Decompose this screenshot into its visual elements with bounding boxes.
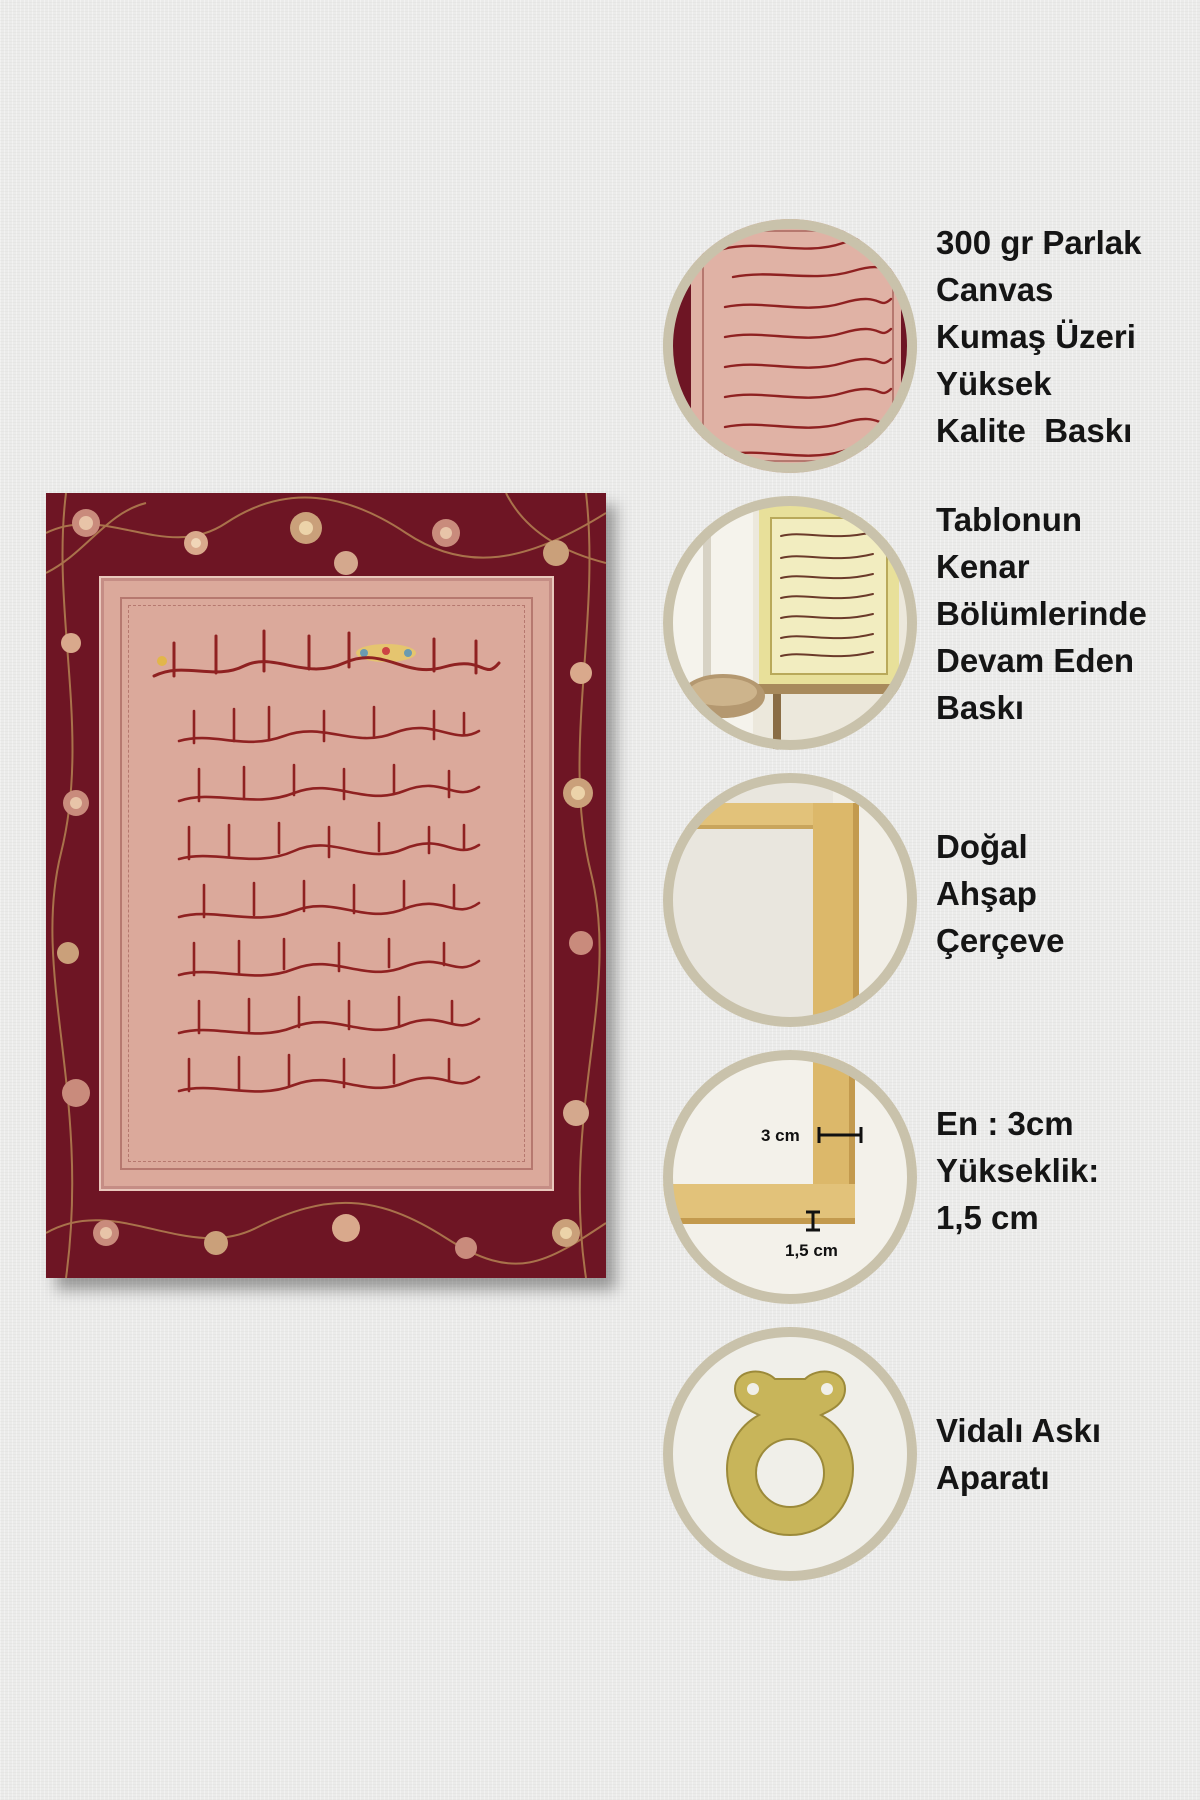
feature-text-edge-print — [936, 496, 1147, 731]
feature-wooden-frame — [663, 773, 1183, 1027]
calligraphy-canvas-print — [46, 493, 606, 1278]
feature-line: Kumaş Üzeri — [936, 318, 1136, 355]
feature-text-canvas-print — [936, 219, 1141, 454]
feature-line: Aparatı — [936, 1459, 1050, 1496]
gold-ornament-icon — [157, 644, 416, 666]
feature-line: En : 3cm — [936, 1105, 1074, 1142]
feature-line: 300 gr Parlak — [936, 224, 1142, 261]
feature-canvas-print — [663, 219, 1183, 473]
feature-dimensions — [663, 1050, 1183, 1304]
arabic-calligraphy-artwork — [104, 581, 549, 1186]
feature-hanger — [663, 1327, 1183, 1581]
feature-line: Ahşap — [936, 875, 1037, 912]
canvas-print-closeup-icon — [663, 219, 917, 473]
frame-dimensions-photo-icon — [663, 1050, 917, 1304]
feature-line: Tablonun — [936, 501, 1083, 538]
height-dimension-label: 1,5 cm — [785, 1241, 838, 1260]
wooden-frame-photo-icon — [663, 773, 917, 1027]
feature-line: 1,5 cm — [936, 1199, 1039, 1236]
feature-line: Baskı — [936, 689, 1025, 726]
edge-print-photo-icon — [663, 496, 917, 750]
feature-line: Yükseklik: — [936, 1152, 1100, 1189]
feature-line: Bölümlerinde — [936, 595, 1147, 632]
feature-line: Canvas — [936, 271, 1054, 308]
feature-edge-print — [663, 496, 1183, 750]
feature-line: Doğal — [936, 828, 1028, 865]
feature-line: Devam Eden — [936, 642, 1135, 679]
width-dimension-label: 3 cm — [761, 1126, 800, 1145]
calligraphy-panel — [104, 581, 549, 1186]
feature-line: Kenar — [936, 548, 1030, 585]
feature-line: Çerçeve — [936, 922, 1065, 959]
hanger-bracket-photo-icon — [663, 1327, 917, 1581]
feature-text-hanger — [936, 1407, 1101, 1501]
feature-line: Vidalı Askı — [936, 1412, 1102, 1449]
feature-text-wooden-frame — [936, 823, 1064, 964]
feature-text-dimensions — [936, 1100, 1099, 1241]
feature-line: Kalite Baskı — [936, 412, 1133, 449]
feature-line: Yüksek — [936, 365, 1052, 402]
